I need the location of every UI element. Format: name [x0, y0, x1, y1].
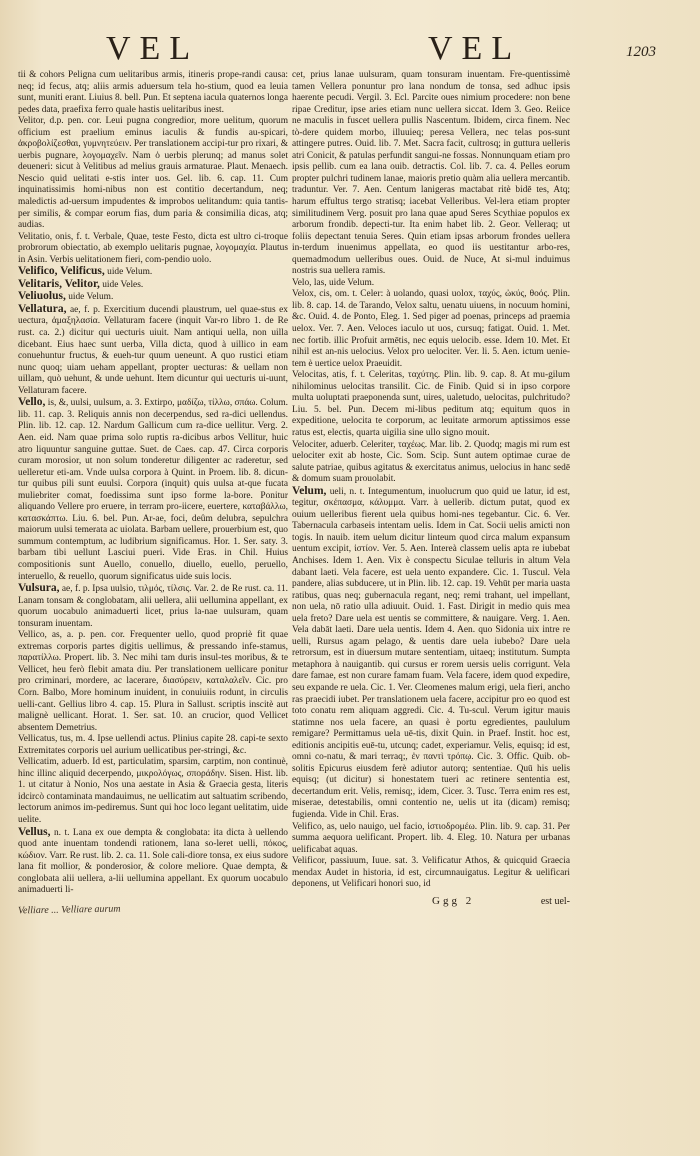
entry-text: ueli, n. t. Integumentum, inuolucrum quo quid ue latur, id est, tegitur, σκέπασμα, κάλυμμα. Varr. à uellerib. dictum putat, quod ex ouium uelleribus fierent uela quibus homi-nes tegebantur. Cic. 6. Ver. Tabernacula carbaseis intentam uelis. Idem in Cat. Socii uelis amicti non togis. In nauib. item uelum dicitur linteum quod circa malum expansum uentum excipit, ἱστίον. Ver. 5. Aen. Intereà classem uelis apta re iubebat Anchises. Idem 1. Aen. Vix è conspectu Siculae telluris in altum Vela dabant laeti. Vela facere, est uela uento expandere. Cic. 1. Tuscul. Vela pandere, alias subducere, ut in Plin. lib. 12. cap. 19. Vehūt per maria uasta ratibus, quas neq; gubernacula regant, neq; remi trahant, uel impellant, non uela, nō ratio ulla adiuuit. Ouid. 1. Fast. Dirigit in medio quis mea uela freto? Dare uela est uentis se committere, & nauigare. Verg. 1. Aen. Vela dabāt laeti. Dare uela uentis. Idem 4. Aen. quo Sidonia uix intre re uelli, Rursus agam pelago, & uentis dare uela iubebo? Dare uela retrorsum, est in diuersum mutare sententiam, uitaeq; institutum. Sumpta metaphora à nauigantib. qui cursus er rorem uersis uelis corrigunt. Vela dare famae, est non curare famam fuam. Vela facere, idem quod expedire, seu expande re uela. Cic. 1. Ver. Cleomenes malum erigi, uela fieri, ancho ras praecidi iubet. Per translationem uela facere, accipitur pro eo quod est toto conatu rem aliquam aggredi. Cic. 4. Tu-scul. Verum igitur mauis statimne nos uela facere, an quasi è portu egredientes, paululum remigare? Permittamus uela uē-tis, dixit Quin. in Praef. Instit. hoc est, editionis ancipitis euē-tu, utcunq; cadet, experiamur. Velis, equisq; id est, omni co-natu, & mari terraq;, ἐν παντὶ τρόπῳ. Cic. 3. Offic. Quib. ob-solitis Epicurus eiusdem ferè adiutor autorq; sententiae. Quū his uelis equisq; (ut dicitur) si honestatem tueri ac retinere sententia est, decertandum erit. Velis, remisq;, idem, Cicer. 3. Tusc. Terra enim res est, miserae, detestabilis, omni contentio ne, uelis ut ita (dicam) remisq; fugienda. Vide in Chil. Eras. [292, 486, 570, 820]
dictionary-entry [18, 630, 288, 734]
entry-text: ae, f. p. Exercitium ducendi plaustrum, uel quae-stus ex uectura, ἁμαξηλασία. Vellaturam facere (inquit Var-ro libro 1. de Re rust. ca. 2.) dicitur qui uecturis uiuit. Nam antiqui uella, non uilla dicebant. Eius haec sunt uerba, Villa dicta, quod à uillico in eam conuehuntur fructus, & eueh-tur quum ueneunt. A quo rustici etiam nunc quoq; uiam ueham appellant, propter uecturas: & uellam non uillam, quò uehunt, & unde uehunt. Item dicuntur qui uecturis ui-uunt, Vellaturam facere. [18, 304, 288, 396]
entry-headword: Velum, [292, 484, 327, 497]
dictionary-entry [18, 116, 288, 231]
dictionary-entry [18, 397, 288, 583]
dictionary-entry [18, 827, 288, 897]
page-number: 1203 [626, 44, 656, 60]
running-head-right: VEL [428, 30, 522, 67]
entry-text: Velociter, aduerb. Celeriter, ταχέως. Mar. lib. 2. Quodq; magis mi rum est uelociter exit ab hoste, Cic. Som. Scip. Sunt autem optimae curae de salute patriae, quibus agitatus & exercitatus animus, uelocius in hanc sedē & domum suam prouolabit. [292, 439, 570, 485]
dictionary-entry [18, 304, 288, 397]
catchword: est uel- [540, 895, 570, 907]
dictionary-entry [292, 856, 570, 891]
entry-text: uide Veles. [102, 279, 144, 290]
dictionary-entry [18, 70, 288, 116]
entry-text: Velocitas, atis, f. t. Celeritas, ταχύτης. Plin. lib. 9. cap. 8. At mu-gilum nihilominus uelocitas transilit. Cic. de Finib. Quid si in ipso corpore multa uoluptati praeponenda sunt, uires, ualetudo, uelocitas, pulchritudo? Liu. 5. bel. Pun. Decem mi-libus peditum atq; equitum quos in expeditione, uelocita te corporum, ac leuitate armorum aptissimos esse ratus est, electis, quarta uigilia sine ullo signo mouit. [292, 370, 570, 438]
entry-headword: Velitaris, Velitor, [18, 277, 100, 290]
entry-text: Velo, las, uide Velum. [292, 277, 375, 288]
entry-text: Velox, cis, om. t. Celer: à uolando, quasi uolox, ταχύς, ὠκύς, θοός. Plin. lib. 8. cap. 14. de Tarando, Velox saltu, uenatu uiuens, in nocuum homini, &c. Ouid. 4. de Ponto, Eleg. 1. Sed piger ad poenas, princeps ad praemia uelox. Ver. 7. Aen. Veloces iaculo ut uos, cursuq; fatigat. Ouid. 1. Met. nec fortib. illic Profuit armētis, nec equis uelocib. esse. Idem 10. Met. Et nihil est an-nis uelocius. Velox pro uelociter. Ver. li. 5. Aen. ictum uenie-tem è uertice uelox Praeuidit. [292, 289, 570, 369]
dictionary-entry [292, 278, 570, 290]
entry-text: is, &, uulsi, uulsum, a. 3. Extirpo, μαδίζω, τίλλω, σπάω. Colum. lib. 11. cap. 3. Reliquis annis non decerpendus, sed ra-dici uellendus. Plin. lib. 12. cap. 12. Nardum Gallicum cum ra-dice uellitur. Verg. 2. Aen. eid. Nam quae prima solo ruptis ra-dicibus arbos Vellitur, huic atro liquuntur sanguine guttae. Suet. de Caes. cap. 47. Circa corporis curam morosior, ut non solum tonderetur diligenter ac raderetur, sed uelleretur eti-am. Vnde uulsa corpora à Quint. in Proem. lib. 8. dicun-tur quibus pili sunt euulsi. Corpora (inquit) quis uulsa at-que fucata muliebriter comat, foedissima sunt ipso forme la-bore. Ponitur aliquando Vellere pro eruere, in terram pro-iicere, euertere, καταβάλλω, κατασκάπτω. Liu. 6. bel. Pun. Ar-ae, foci, deûm delubra, sepulchra maiorum uulsi temerata ac uiolata. Barbam uellere, prouerbium est, quo summum contemptum, ac ludibrium significamus. Hor. 1. Ser. saty. 3. barbam tibi uellunt Lasciui pueri. Vide Eras. in Chil. Huius compositionis sunt Auello, conuello, diuello, euello, peruello, interuello, & reuello, quorum significatus uide suis locis. [18, 398, 288, 582]
dictionary-entry [292, 822, 570, 857]
running-head-left: VEL [106, 30, 200, 67]
entry-text: Velifico, as, uelo nauigo, uel facio, ἱστιοδρομέω. Plin. lib. 9. cap. 31. Per summa aequora uelificant. Propert. lib. 4. Eleg. 10. Natura per urbanas uelificabat aquas. [292, 821, 570, 855]
entry-text: n. t. Lana ex oue dempta & conglobata: ita dicta à uellendo quod ante inuentam tondendi rationem, lana so-leret uelli, πόκος, κώδιον. Varr. Re rust. lib. 2. ca. 11. Sole cali-diore tonsa, ex eius sudore lana fit mollior, & ponderosior, & colore meliore. Quae dempta, & conglobata alii uellera, a-lii uellumina appellant. Ex quorum uocabulo animaduerti li- [18, 827, 288, 896]
entry-text: uide Velum. [107, 267, 153, 278]
entry-text: cet, prius lanae uulsuram, quam tonsuram inuentam. Fre-quentissimè tamen Vellera ponuntur pro lana nondum de tonsa, sed adhuc ipsis haerente pecudi. Vergil. 3. Ecl. Parcite oues nimium procedere: non bene ripae Creditur, ipse aries etiam nunc uellera siccat. Idem 3. Geo. Reiice ne maculis in fuscet uellera pullis Nascentum. Ibidem, circa finem. Nec tò-dere quidem morbo, illuuieq; peresa Vellera, nec telas pos-sunt attingere putres. Ouid. lib. 7. Met. Sacra facit, cultrosq; in guttura uelleris atri Conicit, & patulas perfundit sangui-ne fossas. Nonnunquam etiam pro ipsis pellib. cum ea lana ouib. detractis. Col. lib. 7. ca. 4. Pelles eorum propter pulchri tudinem lanae, maioris pretio quàm alia uellera mercantib. traduntur. Ver. 7. Aen. Centum lanigeras mactabat ritè bidē tes, Atq; harum effultus tergo stratisq; iacebat Velleribus. Vel-lera etiam propter similitudinem Verg. posuit pro lana quae apud Seres Scythiae populos ex arborum frondib. depecti-tur. Ita enim habet lib. 2. Geor. Velleraq; ut foliis depectant tenuia Seres. Quin etiam ipsas arborum frondes uellera in-terdum inuenimus appellata, eo quod iis uestitantur arbo-res, quemadmodum uelleribus oues. Ouid. de Nuce, At si-mul induimus nostris sua uellera ramis. [292, 70, 570, 277]
entry-text: Velificor, passiuum, Iuue. sat. 3. Velificatur Athos, & quicquid Graecia mendax Audet in historia, id est, circumnauigatus. Legitur & uelificari deponens, ut Velificari honori suo, id [292, 856, 570, 890]
entry-headword: Vellus, [18, 825, 51, 838]
dictionary-entry [292, 440, 570, 486]
page-footer [292, 896, 570, 909]
entry-text: Vellico, as, a. p. pen. cor. Frequenter uello, quod propriè fit quae extremas corporis partes digitis uellimus, & pressando infe-stamus, παρατίλλω. Propert. lib. 3. Nec mihi tam duris insul-tes moribus, & te Vellicet, heu ferò flebit amata diu. Per translationem uellicare ponitur pro criminari, mordere, ac lacerare, διασύρειν, καταλαλεῖν. Cic. pro Corn. Balbo, More hominum inuident, in conuiuiis rodunt, in circulis uelli-cant. Gellius libro 4. cap. 15. Plura in Sallust. scriptis inscitè aut malignè uellicant. Horat. 1. Ser. sat. 10. an crucior, quod Vellicet absentem Demetrius. [18, 630, 288, 733]
signature-mark: Ggg 2 [432, 894, 475, 907]
entry-text: Velitatio, onis, f. t. Verbale, Quae, teste Festo, dicta est ultro ci-troque probrorum obiectatio, ab exemplo uelitaris pugnae, λογομαχία. Plautus in Asin. Verbis uelitationem fieri, com-pendio uolo. [18, 231, 288, 265]
dictionary-entry [18, 757, 288, 826]
entry-headword: Vellatura, [18, 302, 67, 315]
entry-text: Vellicatim, aduerb. Id est, particulatim, sparsim, carptim, non continuè, hinc illinc aliquid decerpendo, μικρολόγως, σποράδην. Sisen. Hist. lib. 1. ut citatur à Nonio, Nos una aestate in Asia & Graecia gesta, literis idcircò contaminata mandauimus, ne uellicatim aut saltuatim scribendo, lectorum animos im-pediremus. Sunt qui hoc loco legant uelitatim, uide uelite. [18, 757, 288, 825]
entry-headword: Velifico, Velificus, [18, 265, 105, 278]
handwritten-annotation: Velliare ... Velliare aurum [17, 903, 121, 917]
entry-text: Velitor, d.p. pen. cor. Leui pugna congredior, more uelitum, quorum officium est praelium eminus iaculis & fundis au-spicari, ἀκροβολίζεσθαι, γυμνητεύειν. Per translationem accipi-tur pro rixari, & uerbis pugnare, λογομαχεῖν. Nam ὁ uerbis plerunq; ad manus solet deueneri: sicut à Velitibus ad melius grauis armaturae. Plaut. Menaech. Nescio quid uelitati e-stis inter uos. Gel. lib. 6. cap. 11. Cum inquinatissimis homi-nibus non est contitio decertandum, neq; maledictis ad-uersum impudentes & improbos uelitandum: quia tantis-per similis, & compar eorum fias, dum paria & consimilia dicas, atq; audias. [18, 116, 288, 231]
right-column [292, 70, 570, 908]
entry-headword: Vulsura, [18, 582, 60, 595]
dictionary-entry [292, 486, 570, 822]
entry-text: tii & cohors Peligna cum uelitaribus armis, itineris prope-randi causa: neq; id fecus, atq; aliis armis aduersum tela ho-stium, quod ea leuia sunt, muniti erant. Liuius 8. bell. Pun. Et septena iacula quaternos longa pedes data, praefixa ferro quale hastis uelitaribus inest. [18, 70, 288, 115]
dictionary-entry [292, 289, 570, 370]
entry-headword: Veliuolus, [18, 290, 66, 303]
dictionary-entry [292, 370, 570, 439]
dictionary-entry [18, 734, 288, 757]
dictionary-entry [292, 70, 570, 278]
left-column [18, 70, 288, 915]
running-head [0, 30, 700, 70]
entry-headword: Vello, [18, 396, 46, 409]
entry-text: ae, f. p. Ipsa uulsio, τιλμός, τίλσις. Var. 2. de Re rust. ca. 11. Lanam tonsam & conglobatam, alii uellera, alii uellumina appellant, ex quorum uocabulo animaduerti licet, prius la-nae uulsuram, quam tonsuram inuentam. [18, 584, 288, 629]
entry-text: uide Velum. [68, 292, 114, 303]
dictionary-entry [18, 232, 288, 267]
entry-text: Vellicatus, tus, m. 4. Ipse uellendi actus. Plinius capite 28. capi-te sexto Extremitates corporis uel aurium uellicatibus per-stringi, &c. [18, 734, 288, 756]
dictionary-entry [18, 583, 288, 630]
